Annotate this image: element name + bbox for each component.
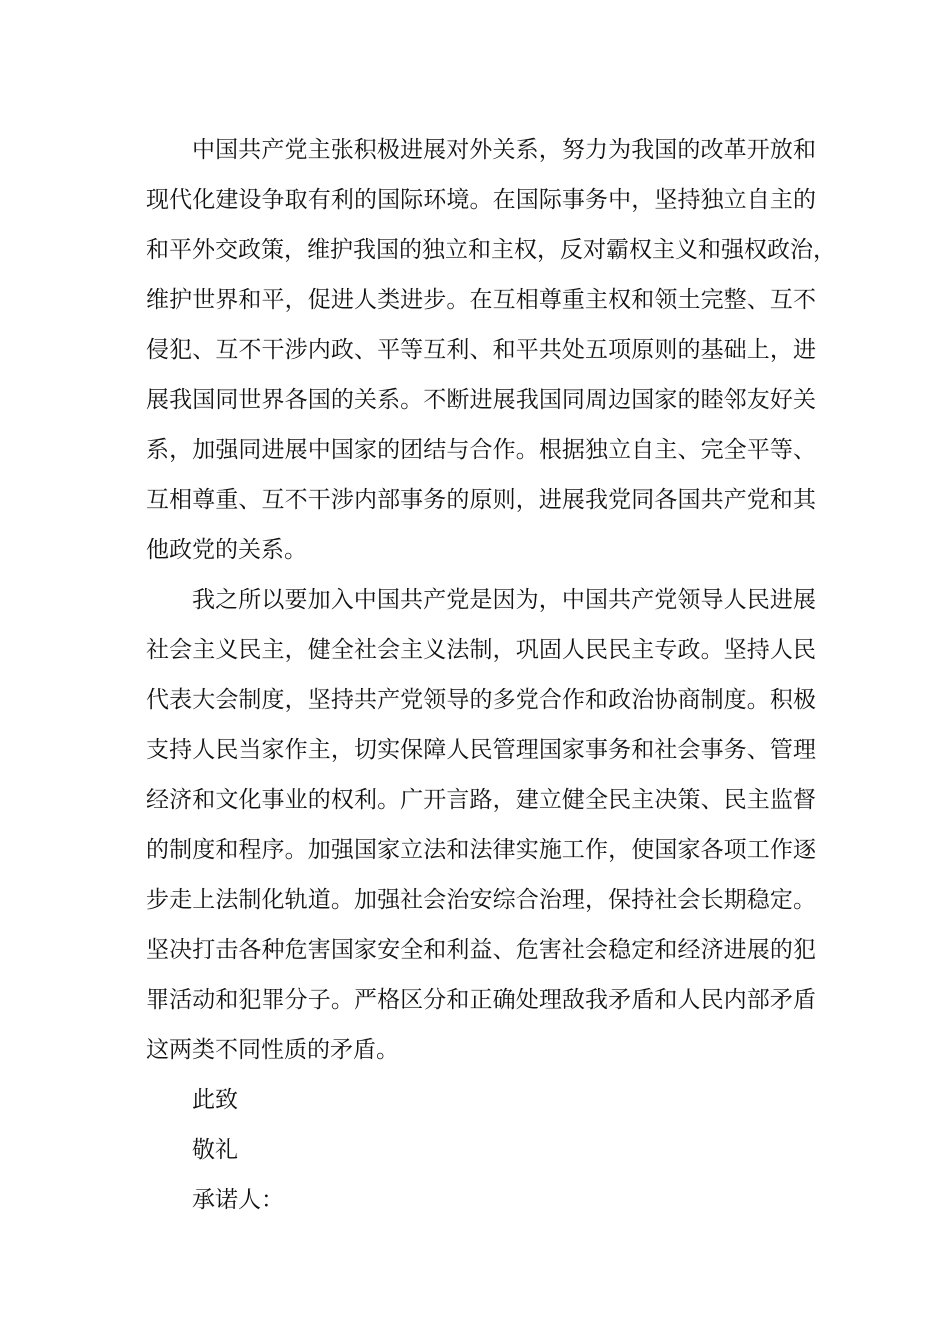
paragraph-line: 系，加强同进展中国家的团结与合作。根据独立自主、完全平等、 xyxy=(146,437,816,463)
signer-label: 承诺人： xyxy=(192,1187,284,1213)
paragraph-line: 互相尊重、互不干涉内部事务的原则，进展我党同各国共产党和其 xyxy=(146,487,816,513)
paragraph-line: 维护世界和平，促进人类进步。在互相尊重主权和领土完整、互不 xyxy=(146,287,816,313)
paragraph-line: 和平外交政策，维护我国的独立和主权，反对霸权主义和强权政治， xyxy=(146,237,836,263)
paragraph-line: 罪活动和犯罪分子。严格区分和正确处理敌我矛盾和人民内部矛盾 xyxy=(146,987,816,1013)
paragraph-line: 代表大会制度，坚持共产党领导的多党合作和政治协商制度。积极 xyxy=(146,687,816,713)
paragraph-line: 我之所以要加入中国共产党是因为，中国共产党领导人民进展 xyxy=(192,587,816,613)
paragraph-foreign-relations xyxy=(146,125,836,575)
closing-regards: 敬礼 xyxy=(192,1137,238,1163)
paragraph-line: 坚决打击各种危害国家安全和利益、危害社会稳定和经济进展的犯 xyxy=(146,937,816,963)
paragraph-line: 经济和文化事业的权利。广开言路，建立健全民主决策、民主监督 xyxy=(146,787,816,813)
paragraph-line: 支持人民当家作主，切实保障人民管理国家事务和社会事务、管理 xyxy=(146,737,816,763)
paragraph-democracy xyxy=(146,575,816,1075)
paragraph-line: 现代化建设争取有利的国际环境。在国际事务中，坚持独立自主的 xyxy=(146,187,816,213)
document-body xyxy=(146,125,836,1225)
paragraph-line: 这两类不同性质的矛盾。 xyxy=(146,1037,399,1063)
paragraph-line: 社会主义民主，健全社会主义法制，巩固人民民主专政。坚持人民 xyxy=(146,637,816,663)
paragraph-line: 步走上法制化轨道。加强社会治安综合治理，保持社会长期稳定。 xyxy=(146,887,816,913)
closing-block xyxy=(146,1075,816,1225)
paragraph-line: 展我国同世界各国的关系。不断进展我国同周边国家的睦邻友好关 xyxy=(146,387,816,413)
paragraph-line: 他政党的关系。 xyxy=(146,537,307,563)
paragraph-line: 的制度和程序。加强国家立法和法律实施工作，使国家各项工作逐 xyxy=(146,837,816,863)
paragraph-line: 侵犯、互不干涉内政、平等互利、和平共处五项原则的基础上，进 xyxy=(146,337,816,363)
closing-salutation: 此致 xyxy=(192,1087,238,1113)
paragraph-line: 中国共产党主张积极进展对外关系，努力为我国的改革开放和 xyxy=(192,137,816,163)
